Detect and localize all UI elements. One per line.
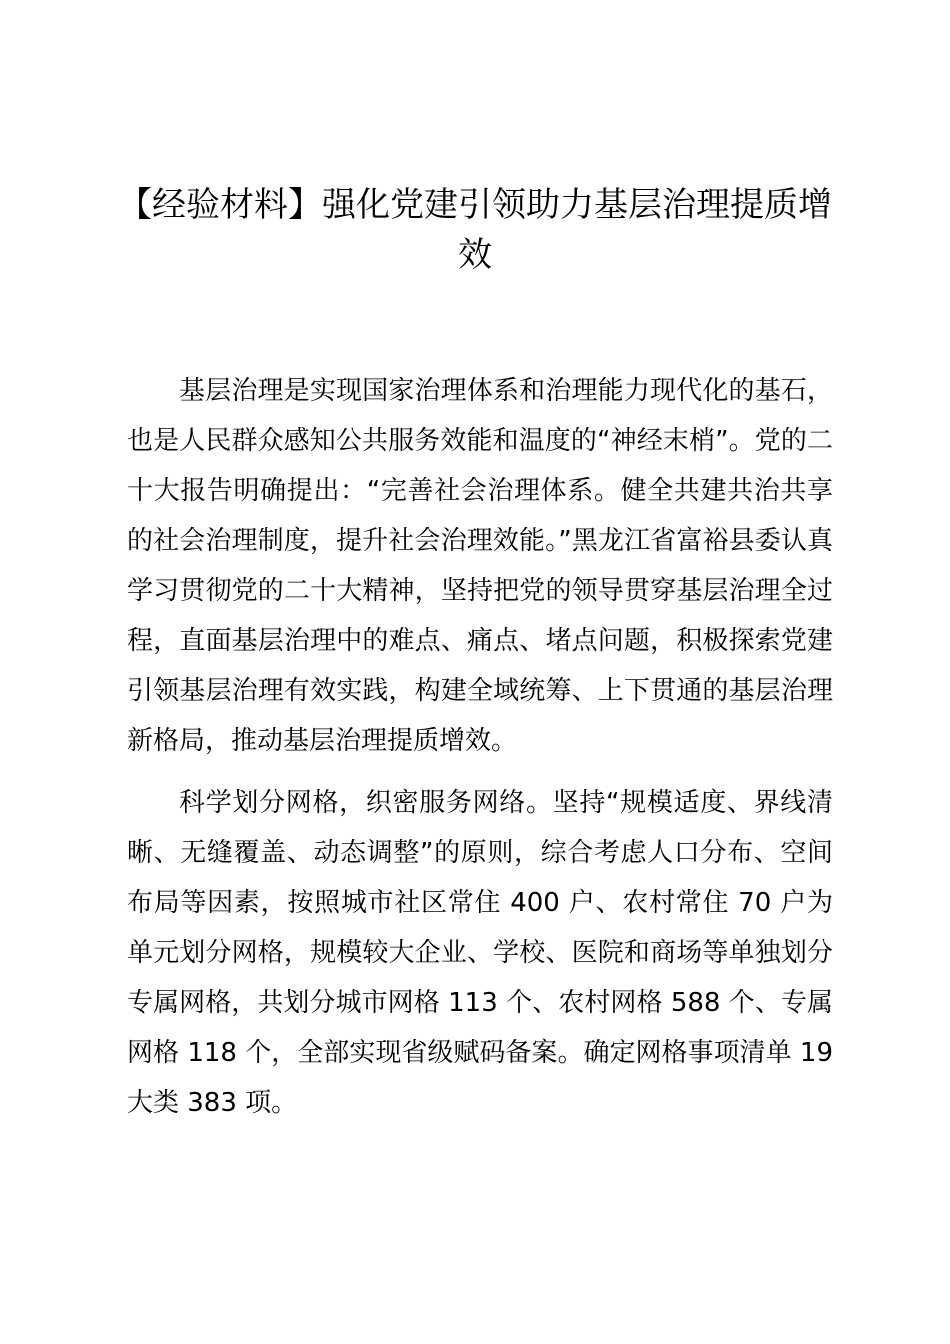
paragraph-intro: 基层治理是实现国家治理体系和治理能力现代化的基石，也是人民群众感知公共服务效能和温度的“神经末梢”。党的二十大报告明确提出：“完善社会治理体系。健全共建共治共享的社会治理制度，提升社会治理效能。”黑龙江省富裕县委认真学习贯彻党的二十大精神，坚持把党的领导贯穿基层治理全过程，直面基层治理中的难点、痛点、堵点问题，积极探索党建引领基层治理有效实践，构建全域统筹、上下贯通的基层治理新格局，推动基层治理提质增效。 [127, 376, 833, 756]
document-title: 【经验材料】强化党建引领助力基层治理提质增效 [118, 185, 832, 275]
paragraph-grid-division: 科学划分网格，织密服务网络。坚持“规模适度、界线清晰、无缝覆盖、动态调整”的原则，综合考虑人口分布、空间布局等因素，按照城市社区常住 400 户、农村常住 70 户为单元划分网格，规模较大企业、学校、医院和商场等单独划分专属网格，共划分城市网格 113 个、农村网格 588 个、专属网格 118 个，全部实现省级赋码备案。确定网格事项清单 19 大类 383 项。 [127, 788, 833, 1118]
